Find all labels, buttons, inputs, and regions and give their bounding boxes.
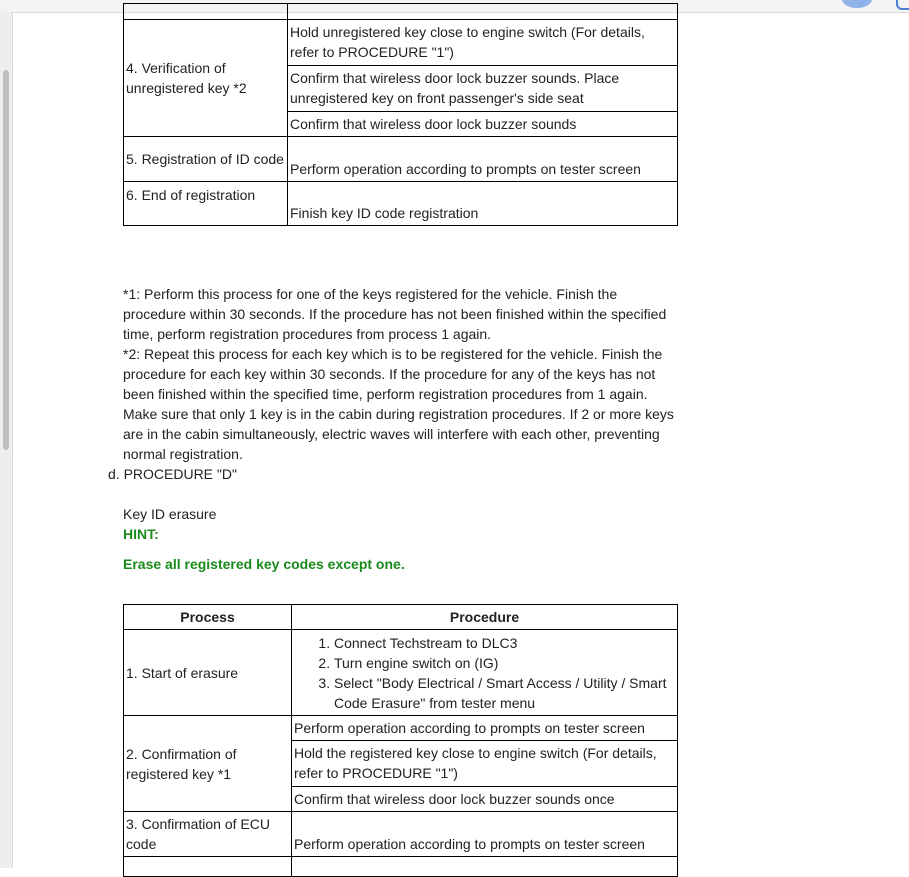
erasure-steps-list [292,633,677,713]
table-header-row [124,605,678,630]
table-row-cut [124,857,292,877]
procedure-cell: Confirm that wireless door lock buzzer sounds [290,116,577,132]
table-row [124,812,678,857]
table-row-cut [288,4,678,20]
table-row [124,20,678,137]
key-id-erasure-title: Key ID erasure [123,506,217,522]
hint-label: HINT: [123,526,159,542]
list-item: 3. Select "Body Electrical / Smart Access / Utility / Smart Code Erasure" from tester menu [334,673,677,713]
table-row-cut [124,4,288,20]
note-2: *2: Repeat this process for each key which is to be registered for the vehicle. Finish the procedure for each key within 30 seconds. If the procedure for any of the keys has not been finished within the specified time, perform registration procedures from 1 again. Make sure that only 1 key is in the cabin during registration procedures. If 2 or more keys are in the cabin simultaneously, electric waves will interfere with each other, preventing normal registration. [123,346,674,462]
column-header-procedure: Procedure [292,605,678,630]
registration-table [123,3,678,226]
left-scrollbar[interactable] [0,12,13,868]
procedure-cell: Perform operation according to prompts on tester screen [292,812,678,857]
process-cell: 1. Start of erasure [124,630,292,716]
procedure-cell: Hold unregistered key close to engine switch (For details, refer to PROCEDURE "1") [288,20,677,66]
list-item: 1. Connect Techstream to DLC3 [334,633,677,653]
list-item: 2. Turn engine switch on (IG) [334,653,677,673]
process-cell: 3. Confirmation of ECU code [124,812,292,857]
note-1: *1: Perform this process for one of the keys registered for the vehicle. Finish the procedure within 30 seconds. If the procedure has not been finished within the specified time, perform registration procedures from process 1 again. [123,286,667,342]
scrollbar-thumb[interactable] [3,70,9,450]
process-cell: 6. End of registration [124,182,288,226]
procedure-cell [292,630,678,716]
procedure-cell: Perform operation according to prompts on tester screen [288,137,678,182]
procedure-cell: Confirm that wireless door lock buzzer sounds once [294,791,615,807]
process-cell: 4. Verification of unregistered key *2 [124,20,288,137]
table-row [124,716,678,812]
erasure-table [123,604,678,877]
procedure-cell: Perform operation according to prompts on tester screen [292,716,677,741]
table-row [124,137,678,182]
table-row-cut [292,857,678,877]
process-cell: 2. Confirmation of registered key *1 [124,716,292,812]
browser-action-icon[interactable] [896,0,909,10]
procedure-cell: Confirm that wireless door lock buzzer sounds. Place unregistered key on front passenger's side seat [288,66,677,112]
process-cell: 5. Registration of ID code [124,137,288,182]
profile-avatar-icon[interactable] [842,0,872,8]
table-row [124,182,678,226]
column-header-process: Process [124,605,292,630]
table-row [124,630,678,716]
procedure-cell: Finish key ID code registration [288,182,678,226]
procedure-cell: Hold the registered key close to engine switch (For details, refer to PROCEDURE "1") [292,741,677,787]
hint-text: Erase all registered key codes except one. [123,556,405,572]
procedure-d-heading: d. PROCEDURE "D" [108,466,237,482]
